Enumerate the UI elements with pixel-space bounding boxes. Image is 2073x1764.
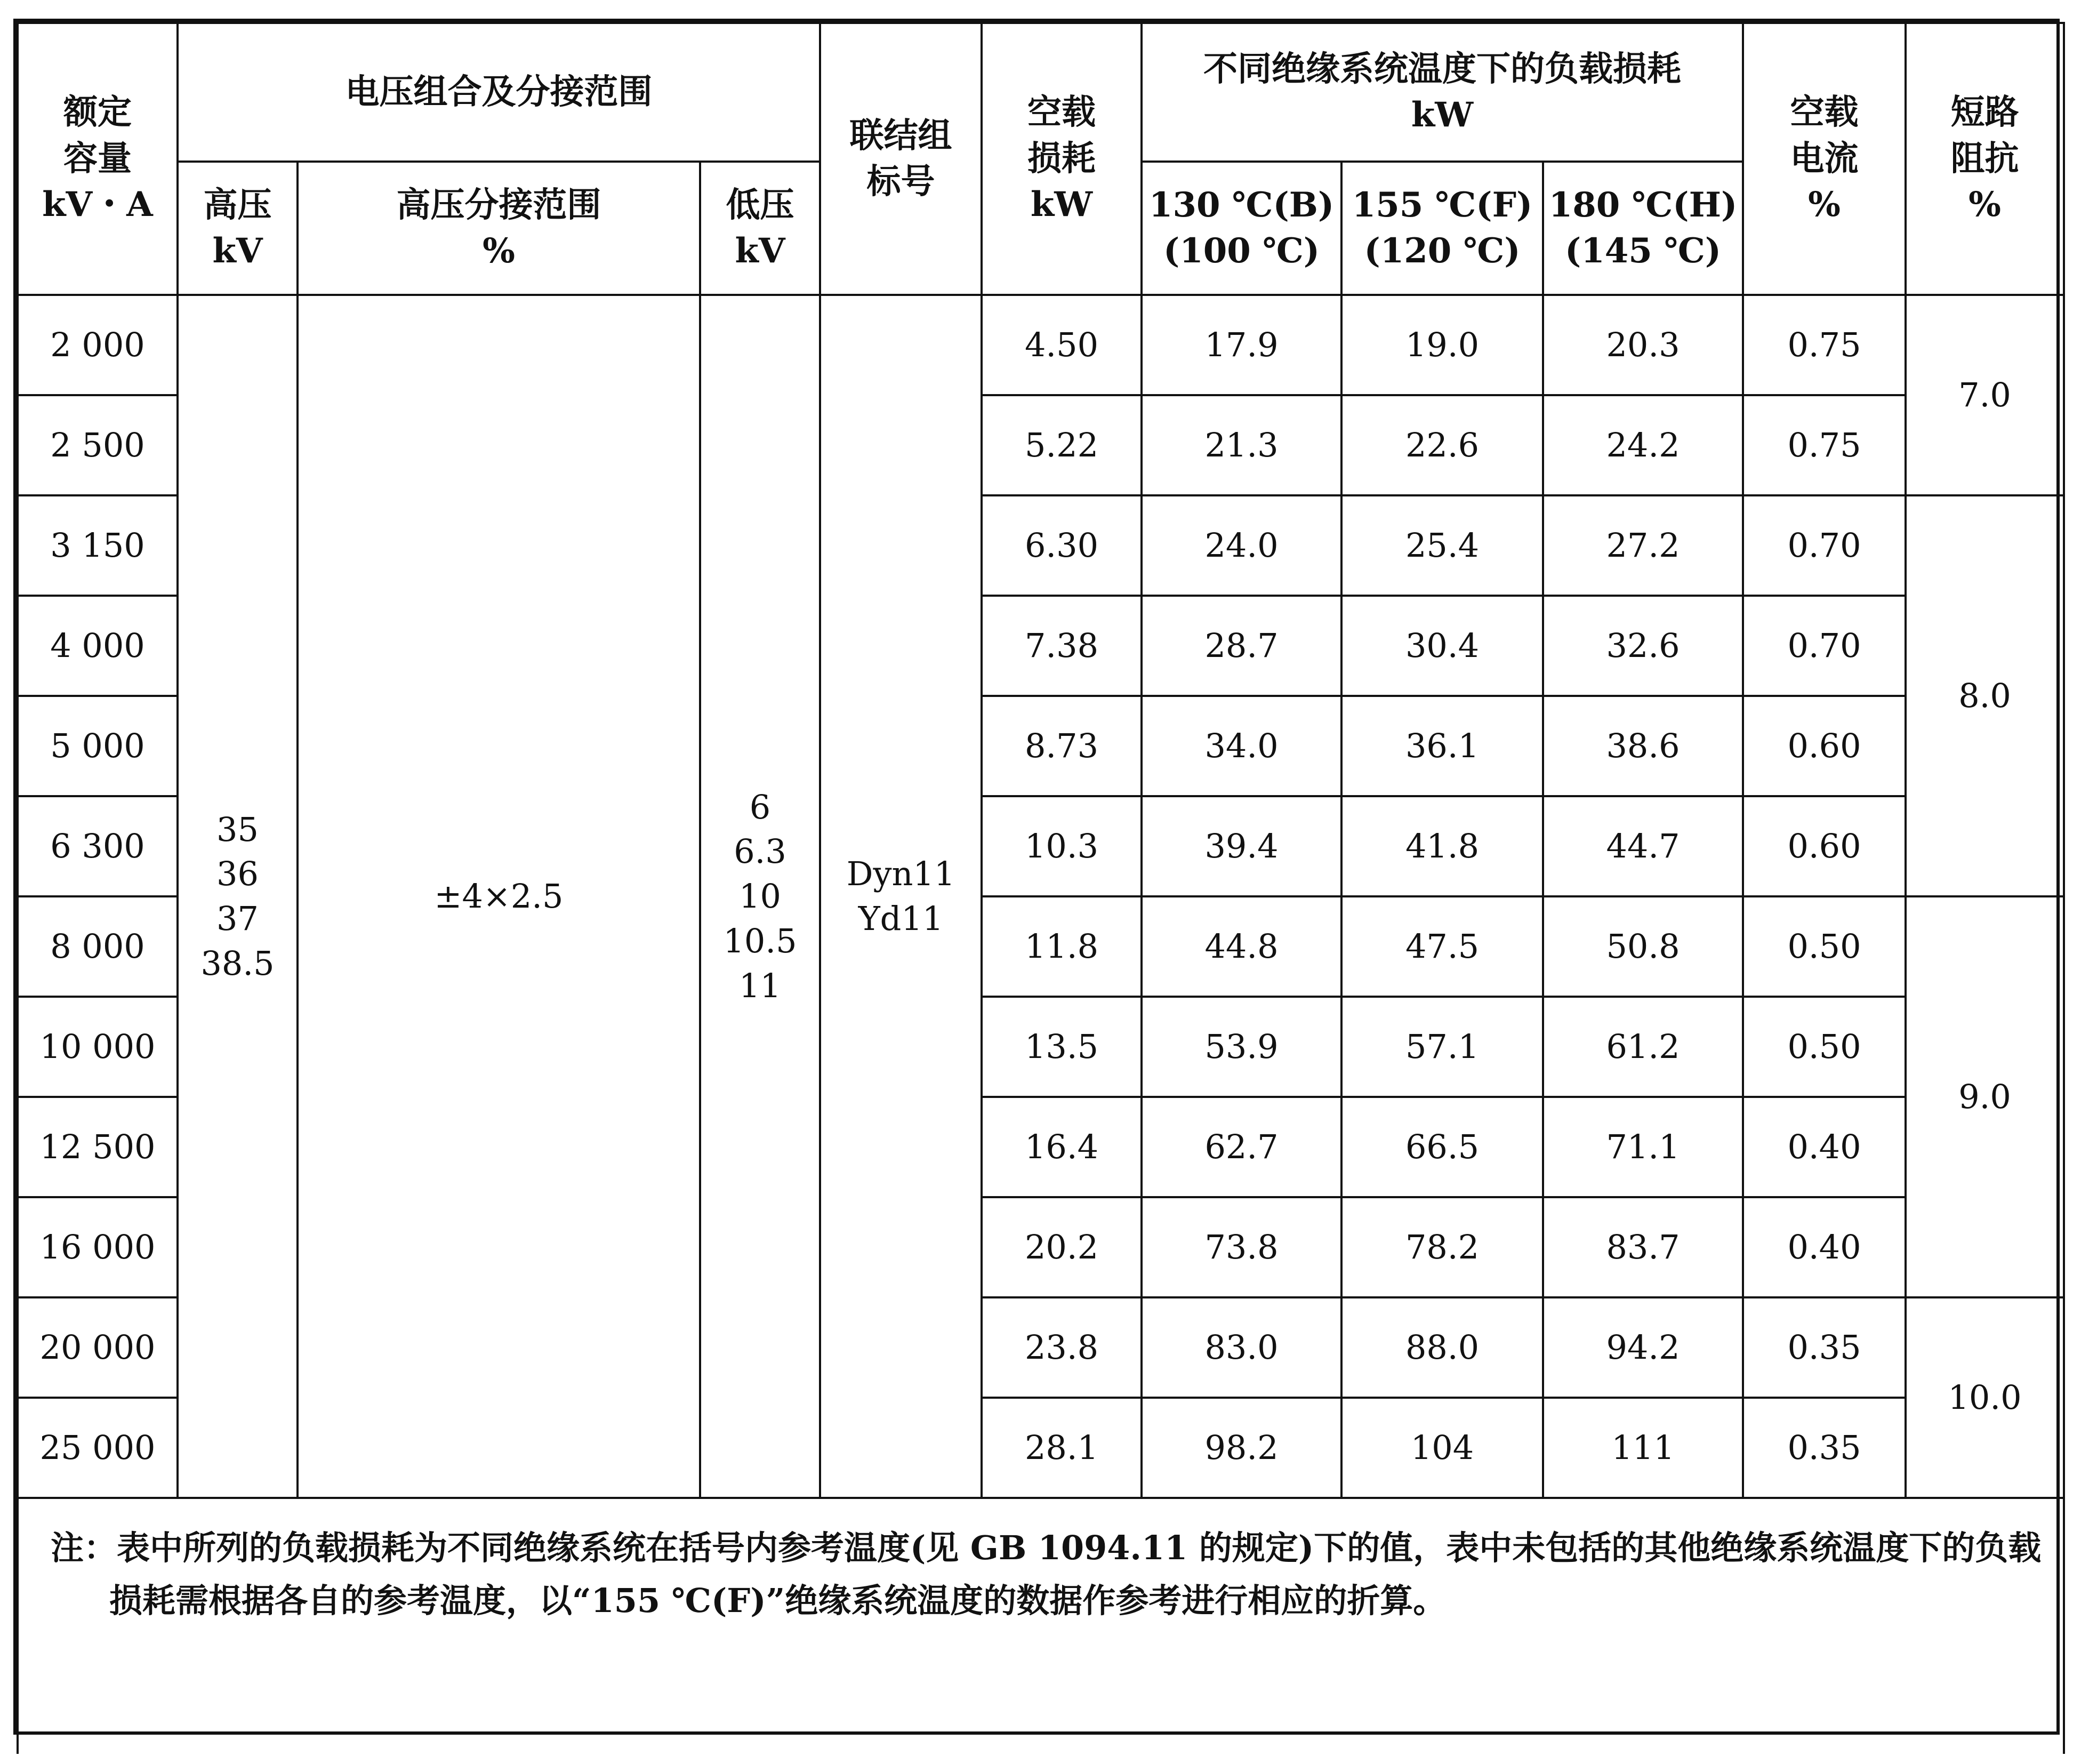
load-loss-f-cell: 66.5: [1341, 1097, 1543, 1197]
capacity-cell: 3 150: [18, 495, 178, 596]
no-load-loss-cell: 11.8: [982, 896, 1142, 997]
load-loss-b-cell: 83.0: [1142, 1297, 1341, 1398]
load-loss-h-cell: 61.2: [1543, 997, 1743, 1097]
load-loss-h-cell: 32.6: [1543, 596, 1743, 696]
no-load-current-cell: 0.70: [1743, 495, 1906, 596]
load-loss-b-cell: 34.0: [1142, 696, 1341, 796]
capacity-cell: 8 000: [18, 896, 178, 997]
lv-values-cell: 6 6.3 10 10.5 11: [700, 295, 820, 1498]
header-temp-h: 180 ℃(H) (145 ℃): [1543, 162, 1743, 295]
no-load-loss-cell: 7.38: [982, 596, 1142, 696]
load-loss-h-cell: 83.7: [1543, 1197, 1743, 1297]
load-loss-f-cell: 104: [1341, 1398, 1543, 1498]
no-load-loss-cell: 10.3: [982, 796, 1142, 896]
no-load-loss-cell: 28.1: [982, 1398, 1142, 1498]
load-loss-h-cell: 44.7: [1543, 796, 1743, 896]
no-load-current-cell: 0.75: [1743, 295, 1906, 395]
no-load-current-cell: 0.35: [1743, 1297, 1906, 1398]
load-loss-h-cell: 71.1: [1543, 1097, 1743, 1197]
load-loss-h-cell: 27.2: [1543, 495, 1743, 596]
capacity-cell: 5 000: [18, 696, 178, 796]
load-loss-b-cell: 17.9: [1142, 295, 1341, 395]
no-load-loss-cell: 5.22: [982, 395, 1142, 495]
capacity-cell: 6 300: [18, 796, 178, 896]
no-load-loss-cell: 16.4: [982, 1097, 1142, 1197]
capacity-cell: 12 500: [18, 1097, 178, 1197]
header-temp-b: 130 ℃(B) (100 ℃): [1142, 162, 1341, 295]
header-impedance: 短路 阻抗 %: [1906, 23, 2064, 295]
no-load-current-cell: 0.60: [1743, 796, 1906, 896]
no-load-current-cell: 0.40: [1743, 1197, 1906, 1297]
header-capacity: 额定 容量 kV・A: [18, 23, 178, 295]
no-load-current-cell: 0.50: [1743, 997, 1906, 1097]
load-loss-f-cell: 30.4: [1341, 596, 1543, 696]
load-loss-f-cell: 22.6: [1341, 395, 1543, 495]
impedance-cell: 7.0: [1906, 295, 2064, 495]
vector-group-cell: Dyn11 Yd11: [820, 295, 982, 1498]
no-load-loss-cell: 20.2: [982, 1197, 1142, 1297]
load-loss-b-cell: 21.3: [1142, 395, 1341, 495]
header-load-loss-group: 不同绝缘系统温度下的负载损耗 kW: [1142, 23, 1743, 162]
capacity-cell: 10 000: [18, 997, 178, 1097]
load-loss-h-cell: 94.2: [1543, 1297, 1743, 1398]
header-no-load-loss: 空载 损耗 kW: [982, 23, 1142, 295]
load-loss-f-cell: 57.1: [1341, 997, 1543, 1097]
no-load-loss-cell: 13.5: [982, 997, 1142, 1097]
load-loss-h-cell: 24.2: [1543, 395, 1743, 495]
header-hv-tap: 高压分接范围 %: [298, 162, 700, 295]
no-load-current-cell: 0.75: [1743, 395, 1906, 495]
data-table: [17, 22, 2065, 1754]
impedance-cell: 10.0: [1906, 1297, 2064, 1498]
no-load-loss-cell: 4.50: [982, 295, 1142, 395]
load-loss-f-cell: 41.8: [1341, 796, 1543, 896]
no-load-current-cell: 0.70: [1743, 596, 1906, 696]
header-temp-f: 155 ℃(F) (120 ℃): [1341, 162, 1543, 295]
capacity-cell: 20 000: [18, 1297, 178, 1398]
no-load-loss-cell: 6.30: [982, 495, 1142, 596]
header-vector-group: 联结组 标号: [820, 23, 982, 295]
no-load-loss-cell: 8.73: [982, 696, 1142, 796]
no-load-current-cell: 0.35: [1743, 1398, 1906, 1498]
load-loss-b-cell: 44.8: [1142, 896, 1341, 997]
capacity-cell: 2 000: [18, 295, 178, 395]
load-loss-b-cell: 98.2: [1142, 1398, 1341, 1498]
no-load-current-cell: 0.50: [1743, 896, 1906, 997]
load-loss-b-cell: 62.7: [1142, 1097, 1341, 1197]
load-loss-f-cell: 88.0: [1341, 1297, 1543, 1398]
capacity-cell: 16 000: [18, 1197, 178, 1297]
capacity-cell: 4 000: [18, 596, 178, 696]
header-no-load-current: 空载 电流 %: [1743, 23, 1906, 295]
load-loss-b-cell: 28.7: [1142, 596, 1341, 696]
load-loss-h-cell: 20.3: [1543, 295, 1743, 395]
header-lv: 低压 kV: [700, 162, 820, 295]
load-loss-b-cell: 73.8: [1142, 1197, 1341, 1297]
load-loss-h-cell: 38.6: [1543, 696, 1743, 796]
load-loss-f-cell: 36.1: [1341, 696, 1543, 796]
capacity-cell: 25 000: [18, 1398, 178, 1498]
impedance-cell: 8.0: [1906, 495, 2064, 896]
no-load-current-cell: 0.40: [1743, 1097, 1906, 1197]
capacity-cell: 2 500: [18, 395, 178, 495]
transformer-parameter-table: [13, 19, 2060, 1735]
load-loss-b-cell: 53.9: [1142, 997, 1341, 1097]
no-load-current-cell: 0.60: [1743, 696, 1906, 796]
hv-tap-cell: ±4×2.5: [298, 295, 700, 1498]
load-loss-f-cell: 25.4: [1341, 495, 1543, 596]
hv-values-cell: 35 36 37 38.5: [178, 295, 298, 1498]
header-voltage-group: 电压组合及分接范围: [178, 23, 820, 162]
no-load-loss-cell: 23.8: [982, 1297, 1142, 1398]
load-loss-h-cell: 50.8: [1543, 896, 1743, 997]
load-loss-f-cell: 47.5: [1341, 896, 1543, 997]
table-row: [18, 295, 2064, 395]
load-loss-b-cell: 24.0: [1142, 495, 1341, 596]
load-loss-b-cell: 39.4: [1142, 796, 1341, 896]
impedance-cell: 9.0: [1906, 896, 2064, 1297]
header-hv: 高压 kV: [178, 162, 298, 295]
table-note: 注：表中所列的负载损耗为不同绝缘系统在括号内参考温度(见 GB 1094.11 的规定)下的值，表中未包括的其他绝缘系统温度下的负载损耗需根据各自的参考温度，以“155 ℃(F)”绝缘系统温度的数据作参考进行相应的折算。: [18, 1498, 2064, 1754]
load-loss-h-cell: 111: [1543, 1398, 1743, 1498]
load-loss-f-cell: 19.0: [1341, 295, 1543, 395]
load-loss-f-cell: 78.2: [1341, 1197, 1543, 1297]
